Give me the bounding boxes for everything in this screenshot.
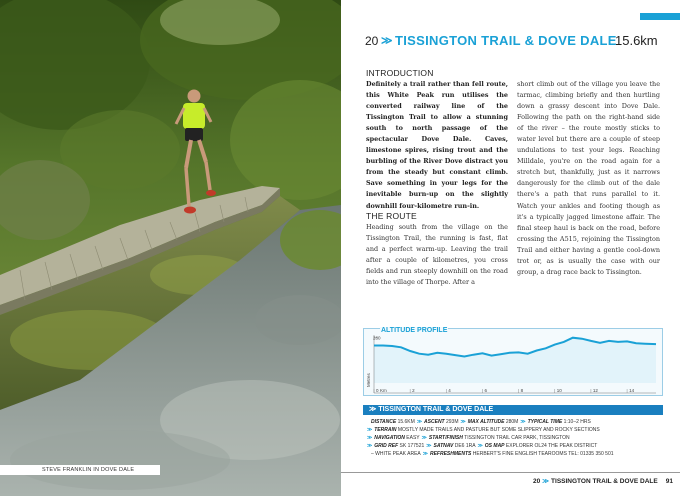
x-axis-label: Km (380, 388, 387, 393)
chevron-icon: ≫ (381, 35, 393, 47)
x-tick-label: 4 (448, 388, 451, 393)
text-page (341, 0, 680, 496)
altitude-chart (364, 329, 664, 397)
footer-rule (341, 472, 680, 473)
route-number: 20 (365, 34, 379, 48)
chevron-icon: ≫ (542, 478, 550, 485)
altitude-title: ALTITUDE PROFILE (381, 327, 448, 334)
introduction-heading: INTRODUCTION (366, 68, 434, 78)
x-tick-label: 0 (376, 388, 379, 393)
route-distance: 15.6km (615, 33, 658, 48)
footer-number: 20 (533, 478, 541, 485)
route-heading (365, 30, 665, 50)
altitude-area (374, 338, 656, 383)
x-tick-label: 8 (520, 388, 524, 393)
y-tick-label: 280 (373, 335, 381, 341)
introduction-text: Definitely a trail rather than fell route, this White Peak run utilises the converted railway line of the Tissington Trail to allow a stunning south to north passage of the spectacular Dove Dale. Caves, limestone spires, rising trout and the burbling of the River Dove distract you from the steady but constant climb. Save something in your legs for the inevitable burn-up on the slightly downhill four-kilometre run-in. (366, 80, 508, 210)
summary-line-3: ≫ NAVIGATION EASY ≫ START/FINISH TISSINGTON TRAIL CAR PARK, TISSINGTON (367, 435, 570, 441)
summary-title-bar (363, 405, 663, 415)
x-tick-label: 10 (556, 388, 562, 393)
x-tick-label: 12 (592, 388, 598, 393)
footer-title: TISSINGTON TRAIL & DOVE DALE (551, 478, 658, 485)
y-axis-label: Metres (366, 373, 371, 387)
accent-tab (640, 13, 680, 20)
altitude-profile (363, 328, 663, 396)
summary-line-5: – WHITE PEAK AREA ≫ REFRESHMENTS HERBERT'S FINE ENGLISH TEAROOMS TEL: 01335 350 501 (371, 451, 614, 457)
route-section-heading: THE ROUTE (366, 211, 417, 221)
x-tick-label: 14 (629, 388, 635, 393)
chevron-icon: ≫ (369, 406, 377, 413)
page-number: 91 (665, 478, 673, 485)
summary-line-4: ≫ GRID REF SK 177521 ≫ SATNAV DE6 1RA ≫ OS MAP EXPLORER OL24 THE PEAK DISTRICT (367, 443, 598, 449)
route-text-col2: short climb out of the village you leave the tarmac, climbing briefly and then hurtling down a grassy descent into Dove Dale. Following the path on the right-hand side of the river – the route mostly sticks to water level but there are a couple of steep undulations to test your legs. Reaching Milldale, you're on the road again for a stretch but, thankfully, just as it narrows dangerously for the climb out of the dale there's a path that runs parallel to it. Watch your ankles and footing though as it's a typically jagged limestone affair. The final steep haul is back on the road, before crossing the A515, rejoining the Tissington Trail and either having a gentle cool-down trot or, as is usually the case with our group, a drag race back to Tissington. (517, 80, 660, 276)
summary-line-2: ≫ TERRAIN MOSTLY MADE TRAILS AND PASTURE BUT SOME SLIPPERY AND ROCKY SECTIONS (367, 427, 600, 433)
photo-caption: STEVE FRANKLIN IN DOVE DALE (0, 465, 160, 475)
route-title: TISSINGTON TRAIL & DOVE DALE (395, 33, 617, 48)
route-text-col1: Heading south from the village on the Tissington Trail, the running is fast, flat and a perfect warm-up. Leaving the trail after a couple of kilometres, you cross fields and run steeply downhill on the road into the village of Thorpe. After a (366, 223, 508, 287)
x-tick-label: 2 (412, 388, 415, 393)
summary-title: TISSINGTON TRAIL & DOVE DALE (378, 406, 494, 413)
page-footer (533, 477, 673, 485)
x-tick-label: 6 (484, 388, 487, 393)
summary-line-1: DISTANCE 15.6KM ≫ ASCENT 293M ≫ MAX ALTITUDE 280M ≫ TYPICAL TIME 1:10–2 HRS (371, 419, 591, 425)
